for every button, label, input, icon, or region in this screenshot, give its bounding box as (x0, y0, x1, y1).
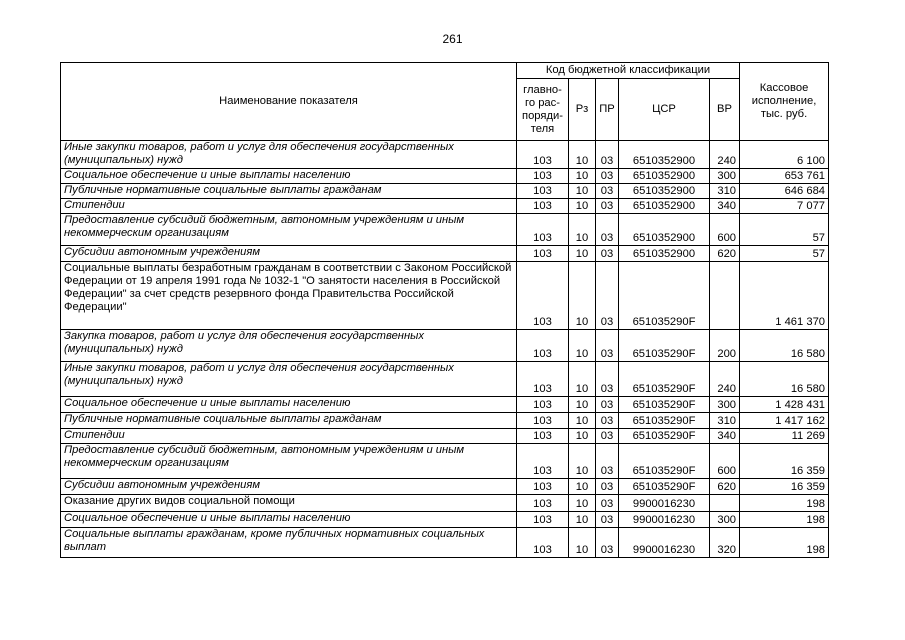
row-pr: 03 (596, 397, 619, 413)
row-main-administrator: 103 (517, 413, 569, 429)
header-pr: ПР (596, 79, 619, 141)
page-number: 261 (442, 32, 463, 46)
row-rz: 10 (569, 512, 596, 528)
row-name: Субсидии автономным учреждениям (61, 479, 517, 495)
row-name: Стипендии (61, 199, 517, 214)
row-rz: 10 (569, 528, 596, 558)
row-vr (710, 262, 740, 330)
row-rz: 10 (569, 214, 596, 246)
row-csr: 651035290F (619, 362, 710, 397)
table-row (61, 413, 829, 429)
row-vr: 620 (710, 479, 740, 495)
row-pr: 03 (596, 246, 619, 262)
row-amount: 1 428 431 (740, 397, 829, 413)
row-amount: 16 580 (740, 330, 829, 362)
row-name: Субсидии автономным учреждениям (61, 246, 517, 262)
row-vr (710, 495, 740, 512)
row-csr: 6510352900 (619, 184, 710, 199)
row-csr: 651035290F (619, 330, 710, 362)
row-csr: 651035290F (619, 429, 710, 444)
row-pr: 03 (596, 512, 619, 528)
row-main-administrator: 103 (517, 429, 569, 444)
row-vr: 240 (710, 141, 740, 169)
row-rz: 10 (569, 479, 596, 495)
table-row (61, 429, 829, 444)
row-amount: 57 (740, 214, 829, 246)
table-row (61, 246, 829, 262)
header-vr: ВР (710, 79, 740, 141)
row-name: Социальное обеспечение и иные выплаты населению (61, 512, 517, 528)
row-name: Стипендии (61, 429, 517, 444)
table-row (61, 214, 829, 246)
row-amount: 16 359 (740, 444, 829, 479)
row-pr: 03 (596, 184, 619, 199)
row-rz: 10 (569, 444, 596, 479)
row-rz: 10 (569, 199, 596, 214)
row-main-administrator: 103 (517, 141, 569, 169)
row-rz: 10 (569, 330, 596, 362)
row-main-administrator: 103 (517, 512, 569, 528)
row-amount: 16 359 (740, 479, 829, 495)
row-main-administrator: 103 (517, 184, 569, 199)
row-vr: 340 (710, 429, 740, 444)
row-rz: 10 (569, 169, 596, 184)
row-csr: 651035290F (619, 397, 710, 413)
row-rz: 10 (569, 262, 596, 330)
row-pr: 03 (596, 330, 619, 362)
row-csr: 6510352900 (619, 246, 710, 262)
row-csr: 651035290F (619, 413, 710, 429)
row-main-administrator: 103 (517, 262, 569, 330)
row-vr: 310 (710, 184, 740, 199)
row-csr: 651035290F (619, 262, 710, 330)
row-csr: 9900016230 (619, 528, 710, 558)
row-pr: 03 (596, 444, 619, 479)
row-pr: 03 (596, 429, 619, 444)
table-row (61, 330, 829, 362)
row-amount: 1 461 370 (740, 262, 829, 330)
row-main-administrator: 103 (517, 199, 569, 214)
row-main-administrator: 103 (517, 397, 569, 413)
table-row (61, 362, 829, 397)
table-row (61, 184, 829, 199)
header-main-administrator: главно-го рас-поряди-теля (517, 79, 569, 141)
table-row (61, 397, 829, 413)
row-amount: 6 100 (740, 141, 829, 169)
row-name: Предоставление субсидий бюджетным, автономным учреждениям и иным некоммерческим организациям (61, 444, 517, 479)
header-indicator-name: Наименование показателя (61, 63, 517, 141)
row-name: Социальные выплаты гражданам, кроме публичных нормативных социальных выплат (61, 528, 517, 558)
row-main-administrator: 103 (517, 495, 569, 512)
row-name: Публичные нормативные социальные выплаты гражданам (61, 184, 517, 199)
row-rz: 10 (569, 141, 596, 169)
header-budget-code-group: Код бюджетной классификации (517, 63, 740, 79)
row-pr: 03 (596, 479, 619, 495)
row-main-administrator: 103 (517, 330, 569, 362)
row-vr: 340 (710, 199, 740, 214)
row-amount: 57 (740, 246, 829, 262)
budget-table (60, 62, 829, 558)
row-amount: 16 580 (740, 362, 829, 397)
row-amount: 11 269 (740, 429, 829, 444)
row-name: Социальные выплаты безработным гражданам в соответствии с Законом Российской Федерации от 19 апреля 1991 года № 1032-1 "О занятости населения в Российской Федерации" за счет средств резервного фонда Правительства Российской Федерации" (61, 262, 517, 330)
row-rz: 10 (569, 495, 596, 512)
row-pr: 03 (596, 214, 619, 246)
table-row (61, 495, 829, 512)
row-rz: 10 (569, 413, 596, 429)
table-row (61, 512, 829, 528)
row-main-administrator: 103 (517, 214, 569, 246)
table-row (61, 528, 829, 558)
row-csr: 6510352900 (619, 199, 710, 214)
row-amount: 653 761 (740, 169, 829, 184)
row-csr: 9900016230 (619, 495, 710, 512)
row-csr: 6510352900 (619, 214, 710, 246)
row-rz: 10 (569, 429, 596, 444)
row-amount: 198 (740, 495, 829, 512)
row-vr: 310 (710, 413, 740, 429)
row-vr: 620 (710, 246, 740, 262)
row-vr: 600 (710, 214, 740, 246)
row-main-administrator: 103 (517, 528, 569, 558)
row-vr: 320 (710, 528, 740, 558)
row-vr: 200 (710, 330, 740, 362)
row-main-administrator: 103 (517, 479, 569, 495)
table-row (61, 479, 829, 495)
row-name: Иные закупки товаров, работ и услуг для обеспечения государственных (муниципальных) нужд (61, 141, 517, 169)
row-name: Социальное обеспечение и иные выплаты населению (61, 397, 517, 413)
row-vr: 300 (710, 397, 740, 413)
row-name: Иные закупки товаров, работ и услуг для обеспечения государственных (муниципальных) нужд (61, 362, 517, 397)
table-row (61, 199, 829, 214)
row-amount: 198 (740, 528, 829, 558)
table-row (61, 141, 829, 169)
row-name: Социальное обеспечение и иные выплаты населению (61, 169, 517, 184)
row-pr: 03 (596, 362, 619, 397)
header-rz: Рз (569, 79, 596, 141)
row-pr: 03 (596, 141, 619, 169)
table-row (61, 444, 829, 479)
row-csr: 6510352900 (619, 141, 710, 169)
row-amount: 646 684 (740, 184, 829, 199)
row-pr: 03 (596, 528, 619, 558)
row-main-administrator: 103 (517, 444, 569, 479)
row-rz: 10 (569, 397, 596, 413)
row-main-administrator: 103 (517, 246, 569, 262)
row-pr: 03 (596, 262, 619, 330)
row-csr: 6510352900 (619, 169, 710, 184)
row-vr: 300 (710, 512, 740, 528)
row-pr: 03 (596, 199, 619, 214)
row-rz: 10 (569, 246, 596, 262)
row-vr: 300 (710, 169, 740, 184)
header-csr: ЦСР (619, 79, 710, 141)
row-csr: 9900016230 (619, 512, 710, 528)
row-name: Предоставление субсидий бюджетным, автономным учреждениям и иным некоммерческим организациям (61, 214, 517, 246)
row-name: Публичные нормативные социальные выплаты гражданам (61, 413, 517, 429)
row-vr: 600 (710, 444, 740, 479)
row-vr: 240 (710, 362, 740, 397)
row-rz: 10 (569, 184, 596, 199)
row-amount: 1 417 162 (740, 413, 829, 429)
header-cash-execution: Кассовое исполнение, тыс. руб. (740, 63, 829, 141)
row-pr: 03 (596, 169, 619, 184)
table-body (61, 141, 829, 558)
table-row (61, 262, 829, 330)
row-pr: 03 (596, 413, 619, 429)
row-name: Закупка товаров, работ и услуг для обеспечения государственных (муниципальных) нужд (61, 330, 517, 362)
row-rz: 10 (569, 362, 596, 397)
row-name: Оказание других видов социальной помощи (61, 495, 517, 512)
row-csr: 651035290F (619, 479, 710, 495)
row-amount: 198 (740, 512, 829, 528)
row-pr: 03 (596, 495, 619, 512)
row-csr: 651035290F (619, 444, 710, 479)
row-main-administrator: 103 (517, 362, 569, 397)
table-row (61, 169, 829, 184)
row-amount: 7 077 (740, 199, 829, 214)
row-main-administrator: 103 (517, 169, 569, 184)
